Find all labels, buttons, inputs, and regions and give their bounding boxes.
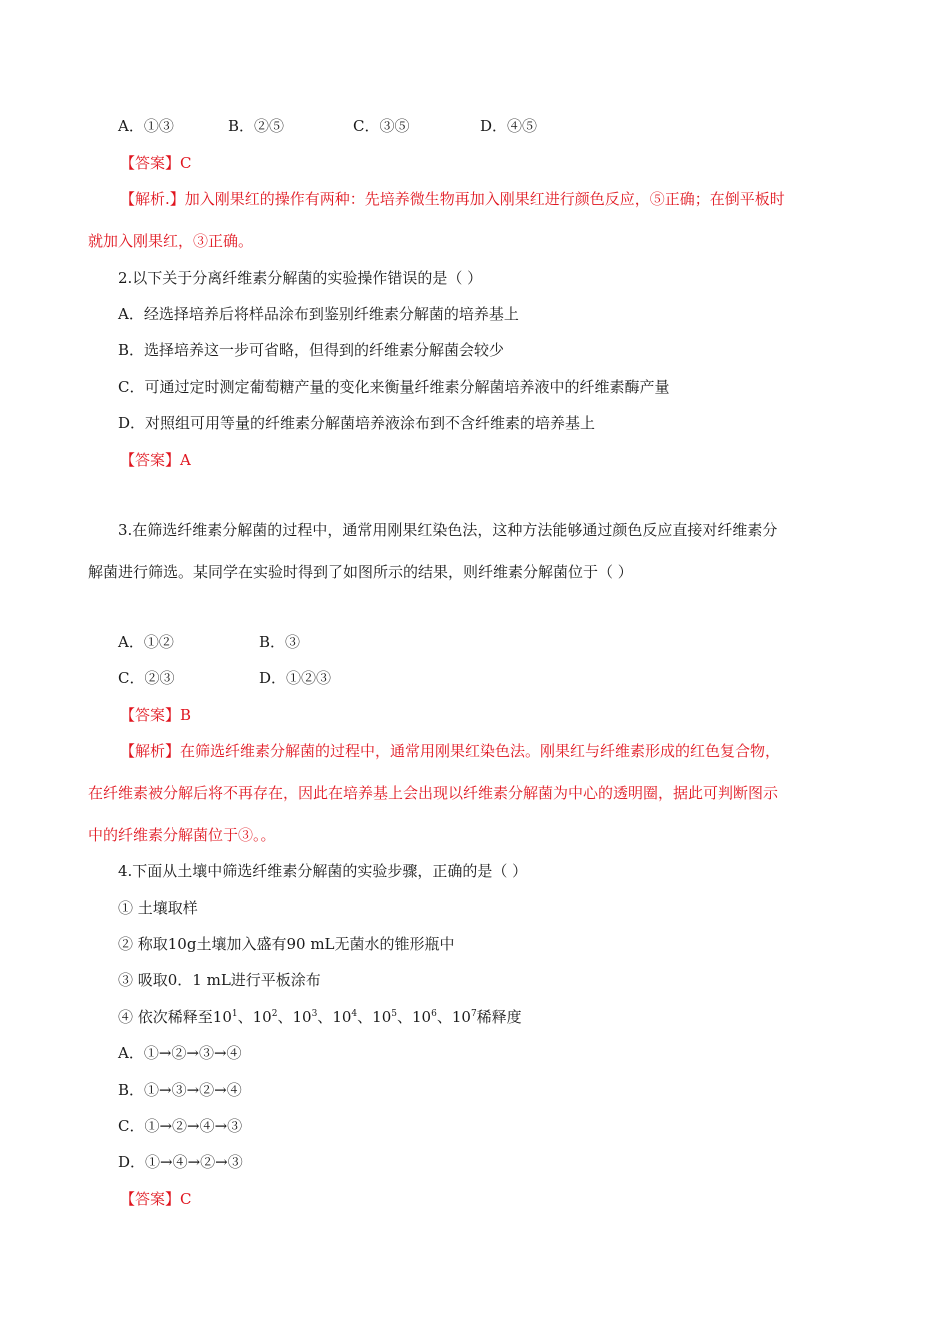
q4-answer: 【答案】C: [120, 1190, 192, 1208]
q1-option-b: B．②⑤: [228, 117, 285, 135]
q1-answer: 【答案】C: [120, 154, 192, 172]
q4-power-5: 5: [391, 1009, 397, 1019]
q3-analysis-line1: 【解析】在筛选纤维素分解菌的过程中，通常用刚果红染色法。刚果红与纤维素形成的红色复合物，: [120, 742, 781, 760]
q2-option-c: C．可通过定时测定葡萄糖产量的变化来衡量纤维素分解菌培养液中的纤维素酶产量: [118, 378, 670, 396]
q1-option-a: A．①③: [118, 117, 174, 135]
q3-option-d: D．①②③: [259, 669, 332, 687]
q4-option-a: A．①→②→③→④: [118, 1044, 242, 1062]
q4-stem: 4.下面从土壤中筛选纤维素分解菌的实验步骤，正确的是（ ）: [118, 862, 528, 880]
q4-power-1: 1: [231, 1009, 238, 1019]
q4-step-3: ③ 吸取0．1 mL进行平板涂布: [118, 971, 321, 989]
q3-option-c: C．②③: [118, 669, 175, 687]
q1-option-c: C．③⑤: [353, 117, 410, 135]
q2-option-a: A．经选择培养后将样品涂布到鉴别纤维素分解菌的培养基上: [118, 305, 519, 323]
q4-power-6: 6: [431, 1009, 437, 1019]
q4-power-2: 2: [271, 1009, 278, 1019]
q4-option-c: C．①→②→④→③: [118, 1117, 243, 1135]
q4-power-4: 4: [351, 1009, 358, 1019]
q3-answer: 【答案】B: [120, 706, 192, 724]
q1-option-d: D．④⑤: [480, 117, 538, 135]
q2-answer: 【答案】A: [120, 451, 191, 469]
q2-option-b: B．选择培养这一步可省略，但得到的纤维素分解菌会较少: [118, 341, 505, 359]
q4-option-d: D．①→④→②→③: [118, 1153, 243, 1171]
q2-option-d: D．对照组可用等量的纤维素分解菌培养液涂布到不含纤维素的培养基上: [118, 414, 596, 432]
q3-option-a: A．①②: [118, 633, 174, 651]
q1-analysis-line2: 就加入刚果红，③正确。: [88, 232, 254, 250]
q4-step4-value: 10: [212, 1008, 232, 1026]
q4-power-3: 3: [311, 1009, 318, 1019]
q3-analysis-line3: 中的纤维素分解菌位于③。。: [88, 826, 276, 844]
q4-step-1: ① 土壤取样: [118, 899, 198, 917]
q4-step-2: ② 称取10g土壤加入盛有90 mL无菌水的锥形瓶中: [118, 935, 455, 953]
q2-stem: 2.以下关于分离纤维素分解菌的实验操作错误的是（ ）: [118, 269, 483, 287]
q3-option-b: B．③: [259, 633, 301, 651]
q4-step4-suffix: 稀释度: [476, 1008, 522, 1026]
q1-analysis-line1: 【解析.】加入刚果红的操作有两种：先培养微生物再加入刚果红进行颜色反应，⑤正确；在倒平板时: [120, 190, 785, 208]
q4-option-b: B．①→③→②→④: [118, 1081, 242, 1099]
q4-step4-prefix: ④ 依次稀释至: [118, 1008, 213, 1026]
q4-step-4: ④ 依次稀释至$10^1$、$10^2$、$10^3$、$10^4$、$10^5$、$10^6$、$10^7$稀释度: [118, 1008, 522, 1026]
q3-analysis-line2: 在纤维素被分解后将不再存在，因此在培养基上会出现以纤维素分解菌为中心的透明圈，据此可判断图示: [88, 784, 779, 802]
q3-stem-line2: 解菌进行筛选。某同学在实验时得到了如图所示的结果，则纤维素分解菌位于（ ）: [88, 563, 633, 581]
q4-power-7: 7: [470, 1009, 477, 1019]
q3-stem-line1: 3.在筛选纤维素分解菌的过程中，通常用刚果红染色法，这种方法能够通过颜色反应直接对纤维素分: [118, 521, 778, 539]
